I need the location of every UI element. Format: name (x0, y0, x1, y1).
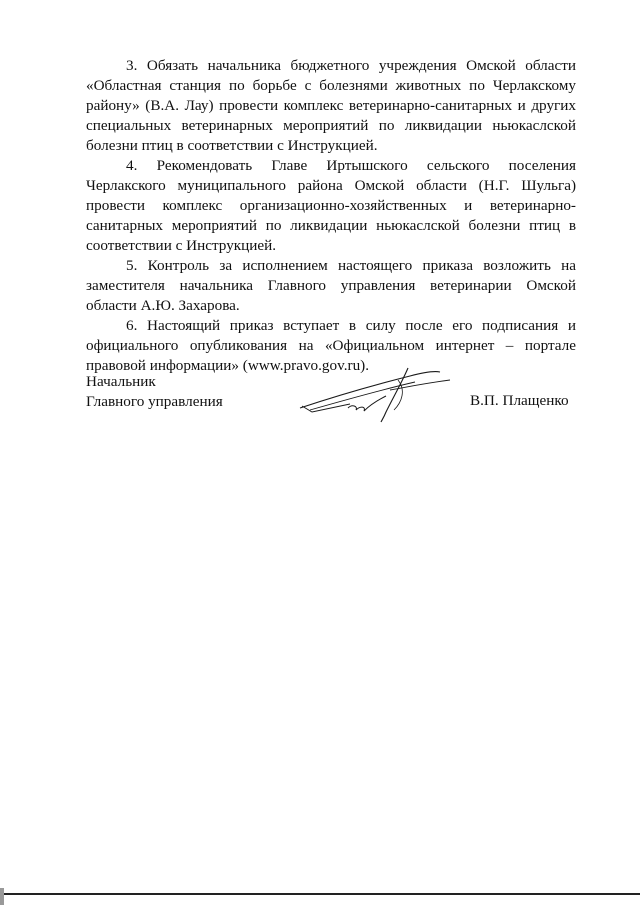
position-line-2: Главного управления (86, 393, 223, 410)
paragraph-3: 3. Обязать начальника бюджетного учреждения Омской области «Областная станция по борьбе с болезнями животных по Черлакскому району» (В.А. Лау) провести комплекс ветеринарно-санитарных и других специальных ветеринарных мероприятий по ликвидации ньюкаслской болезни птиц в соответствии с Инструкцией. (86, 57, 576, 154)
order-body (86, 56, 576, 376)
position-line-1: Начальник (86, 373, 156, 390)
signatory-position (86, 372, 223, 412)
signatory-name: В.П. Плащенко (470, 392, 569, 409)
scan-border-bottom (0, 893, 640, 895)
scan-border-left (0, 888, 4, 905)
handwritten-signature (290, 360, 460, 430)
paragraph-5: 5. Контроль за исполнением настоящего приказа возложить на заместителя начальника Главного управления ветеринарии Омской области А.Ю. Захарова. (86, 257, 576, 314)
paragraph-6: 6. Настоящий приказ вступает в силу после его подписания и официального опубликования на «Официальном интернет – портале правовой информации» (www.pravo.gov.ru). (86, 317, 576, 374)
paragraph-4: 4. Рекомендовать Главе Иртышского сельского поселения Черлакского муниципального района Омской области (Н.Г. Шульга) провести комплекс организационно-хозяйственных и ветеринарно-санитарных мероприятий по ликвидации ньюкаслской болезни птиц в соответствии с Инструкцией. (86, 157, 576, 254)
